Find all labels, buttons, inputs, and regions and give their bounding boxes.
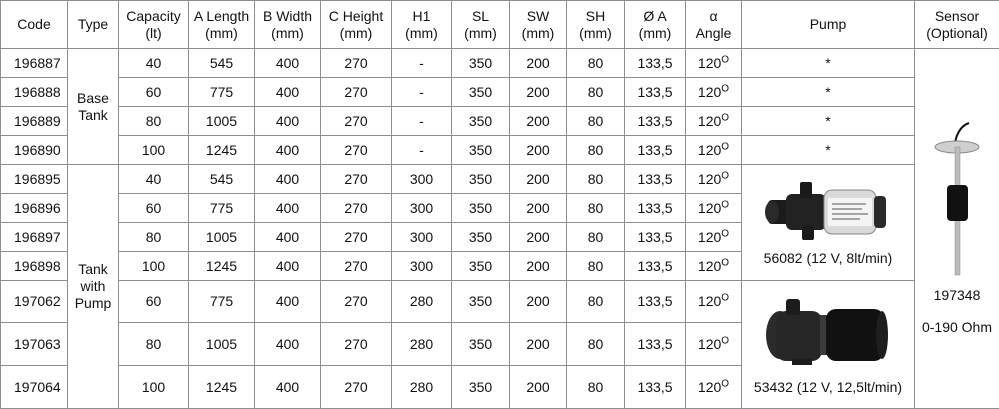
h1-cell: 300: [392, 223, 452, 252]
c-height-cell: 270: [321, 136, 392, 165]
level-sensor-image: [927, 121, 987, 281]
a-length-cell: 775: [189, 281, 255, 323]
capacity-cell: 80: [119, 107, 189, 136]
sw-cell: 200: [510, 366, 567, 409]
header-sh: SH (mm): [567, 1, 625, 49]
h1-cell: 280: [392, 281, 452, 323]
sensor-code: 197348: [915, 285, 999, 305]
degree-sign: O: [721, 112, 729, 123]
capacity-cell: 40: [119, 165, 189, 194]
a-length-cell: 545: [189, 165, 255, 194]
c-height-cell: 270: [321, 49, 392, 78]
b-width-cell: 400: [255, 223, 321, 252]
c-height-cell: 270: [321, 78, 392, 107]
sw-cell: 200: [510, 78, 567, 107]
sw-cell: 200: [510, 136, 567, 165]
dia-a-cell: 133,5: [625, 281, 686, 323]
h1-cell: 280: [392, 366, 452, 409]
table-row: [1, 49, 999, 78]
header-type: Type: [68, 1, 119, 49]
b-width-cell: 400: [255, 136, 321, 165]
pump-cell: *: [742, 78, 915, 107]
angle-cell: $120^O$: [686, 281, 742, 323]
c-height-cell: 270: [321, 107, 392, 136]
dia-a-cell: 133,5: [625, 366, 686, 409]
sw-cell: 200: [510, 281, 567, 323]
degree-sign: O: [721, 141, 729, 152]
h1-cell: -: [392, 78, 452, 107]
code-cell: 196890: [1, 136, 68, 165]
angle-cell: $120^O$: [686, 107, 742, 136]
sl-cell: 350: [452, 223, 510, 252]
b-width-cell: 400: [255, 252, 321, 281]
h1-cell: 300: [392, 165, 452, 194]
code-cell: 196898: [1, 252, 68, 281]
h1-cell: 300: [392, 194, 452, 223]
degree-sign: O: [721, 83, 729, 94]
sh-cell: 80: [567, 252, 625, 281]
pump-cell: *: [742, 136, 915, 165]
type-cell-tank-with-pump: Tank with Pump: [68, 165, 119, 409]
code-cell: 196896: [1, 194, 68, 223]
degree-sign: O: [721, 257, 729, 268]
sh-cell: 80: [567, 136, 625, 165]
degree-sign: O: [721, 54, 729, 65]
sl-cell: 350: [452, 252, 510, 281]
angle-cell: $120^O$: [686, 165, 742, 194]
c-height-cell: 270: [321, 323, 392, 366]
degree-sign: O: [721, 378, 729, 389]
capacity-cell: 60: [119, 281, 189, 323]
sl-cell: 350: [452, 194, 510, 223]
pump-53432-cell: [742, 281, 915, 409]
capacity-cell: 100: [119, 366, 189, 409]
angle-cell: $120^O$: [686, 252, 742, 281]
table-row: [1, 136, 999, 165]
angle-cell: $120^O$: [686, 194, 742, 223]
code-cell: 196888: [1, 78, 68, 107]
table-row: [1, 281, 999, 323]
sw-cell: 200: [510, 165, 567, 194]
c-height-cell: 270: [321, 223, 392, 252]
table-row: [1, 78, 999, 107]
sl-cell: 350: [452, 107, 510, 136]
dia-a-cell: 133,5: [625, 252, 686, 281]
table-row: [1, 165, 999, 194]
degree-sign: O: [721, 170, 729, 181]
b-width-cell: 400: [255, 107, 321, 136]
b-width-cell: 400: [255, 323, 321, 366]
a-length-cell: 1005: [189, 223, 255, 252]
header-dia-a: Ø A (mm): [625, 1, 686, 49]
dia-a-cell: 133,5: [625, 107, 686, 136]
table-row: [1, 107, 999, 136]
dia-a-cell: 133,5: [625, 78, 686, 107]
header-capacity: Capacity (lt): [119, 1, 189, 49]
degree-sign: O: [721, 199, 729, 210]
sl-cell: 350: [452, 366, 510, 409]
header-sensor: Sensor (Optional): [915, 1, 999, 49]
a-length-cell: 1005: [189, 323, 255, 366]
capacity-cell: 100: [119, 252, 189, 281]
angle-cell: $120^O$: [686, 136, 742, 165]
dia-a-cell: 133,5: [625, 165, 686, 194]
sw-cell: 200: [510, 323, 567, 366]
a-length-cell: 775: [189, 78, 255, 107]
sh-cell: 80: [567, 223, 625, 252]
b-width-cell: 400: [255, 194, 321, 223]
b-width-cell: 400: [255, 165, 321, 194]
code-cell: 196887: [1, 49, 68, 78]
b-width-cell: 400: [255, 78, 321, 107]
a-length-cell: 1245: [189, 252, 255, 281]
header-row: [1, 1, 999, 49]
h1-cell: 280: [392, 323, 452, 366]
dia-a-cell: 133,5: [625, 323, 686, 366]
header-pump: Pump: [742, 1, 915, 49]
sl-cell: 350: [452, 281, 510, 323]
header-b-width: B Width (mm): [255, 1, 321, 49]
sw-cell: 200: [510, 107, 567, 136]
sw-cell: 200: [510, 252, 567, 281]
code-cell: 197064: [1, 366, 68, 409]
sh-cell: 80: [567, 78, 625, 107]
h1-cell: -: [392, 49, 452, 78]
sensor-range: 0-190 Ohm: [915, 317, 999, 337]
pump-53432-image: [762, 293, 894, 371]
dia-a-cell: 133,5: [625, 136, 686, 165]
pump-56082-image: [762, 178, 894, 242]
degree-sign: O: [721, 228, 729, 239]
a-length-cell: 1245: [189, 136, 255, 165]
angle-cell: $120^O$: [686, 366, 742, 409]
header-h1: H1 (mm): [392, 1, 452, 49]
header-c-height: C Height (mm): [321, 1, 392, 49]
sensor-cell: [915, 49, 999, 409]
sl-cell: 350: [452, 78, 510, 107]
capacity-cell: 60: [119, 194, 189, 223]
code-cell: 196895: [1, 165, 68, 194]
c-height-cell: 270: [321, 281, 392, 323]
header-a-length: A Length (mm): [189, 1, 255, 49]
sh-cell: 80: [567, 281, 625, 323]
sl-cell: 350: [452, 49, 510, 78]
angle-cell: $120^O$: [686, 223, 742, 252]
sh-cell: 80: [567, 366, 625, 409]
pump-56082-cell: [742, 165, 915, 281]
b-width-cell: 400: [255, 366, 321, 409]
header-sl: SL (mm): [452, 1, 510, 49]
sl-cell: 350: [452, 136, 510, 165]
code-cell: 197062: [1, 281, 68, 323]
c-height-cell: 270: [321, 165, 392, 194]
a-length-cell: 1245: [189, 366, 255, 409]
code-cell: 197063: [1, 323, 68, 366]
pump-53432-caption: 53432 (12 V, 12,5lt/min): [742, 379, 914, 396]
sh-cell: 80: [567, 49, 625, 78]
pump-cell: *: [742, 107, 915, 136]
dia-a-cell: 133,5: [625, 49, 686, 78]
header-sw: SW (mm): [510, 1, 567, 49]
sl-cell: 350: [452, 323, 510, 366]
capacity-cell: 60: [119, 78, 189, 107]
sh-cell: 80: [567, 194, 625, 223]
h1-cell: -: [392, 107, 452, 136]
header-angle: α Angle: [686, 1, 742, 49]
angle-cell: $120^O$: [686, 323, 742, 366]
sw-cell: 200: [510, 49, 567, 78]
sl-cell: 350: [452, 165, 510, 194]
capacity-cell: 40: [119, 49, 189, 78]
header-code: Code: [1, 1, 68, 49]
degree-sign: O: [721, 335, 729, 346]
c-height-cell: 270: [321, 366, 392, 409]
code-cell: 196889: [1, 107, 68, 136]
pump-56082-caption: 56082 (12 V, 8lt/min): [742, 250, 914, 267]
a-length-cell: 545: [189, 49, 255, 78]
code-cell: 196897: [1, 223, 68, 252]
capacity-cell: 80: [119, 323, 189, 366]
angle-cell: $120^O$: [686, 78, 742, 107]
dia-a-cell: 133,5: [625, 223, 686, 252]
degree-sign: O: [721, 292, 729, 303]
a-length-cell: 1005: [189, 107, 255, 136]
type-cell-base-tank: Base Tank: [68, 49, 119, 165]
c-height-cell: 270: [321, 194, 392, 223]
b-width-cell: 400: [255, 49, 321, 78]
dia-a-cell: 133,5: [625, 194, 686, 223]
pump-cell: *: [742, 49, 915, 78]
h1-cell: 300: [392, 252, 452, 281]
sh-cell: 80: [567, 107, 625, 136]
sh-cell: 80: [567, 323, 625, 366]
sw-cell: 200: [510, 194, 567, 223]
capacity-cell: 100: [119, 136, 189, 165]
sw-cell: 200: [510, 223, 567, 252]
h1-cell: -: [392, 136, 452, 165]
a-length-cell: 775: [189, 194, 255, 223]
sh-cell: 80: [567, 165, 625, 194]
b-width-cell: 400: [255, 281, 321, 323]
angle-cell: $120^O$: [686, 49, 742, 78]
capacity-cell: 80: [119, 223, 189, 252]
c-height-cell: 270: [321, 252, 392, 281]
